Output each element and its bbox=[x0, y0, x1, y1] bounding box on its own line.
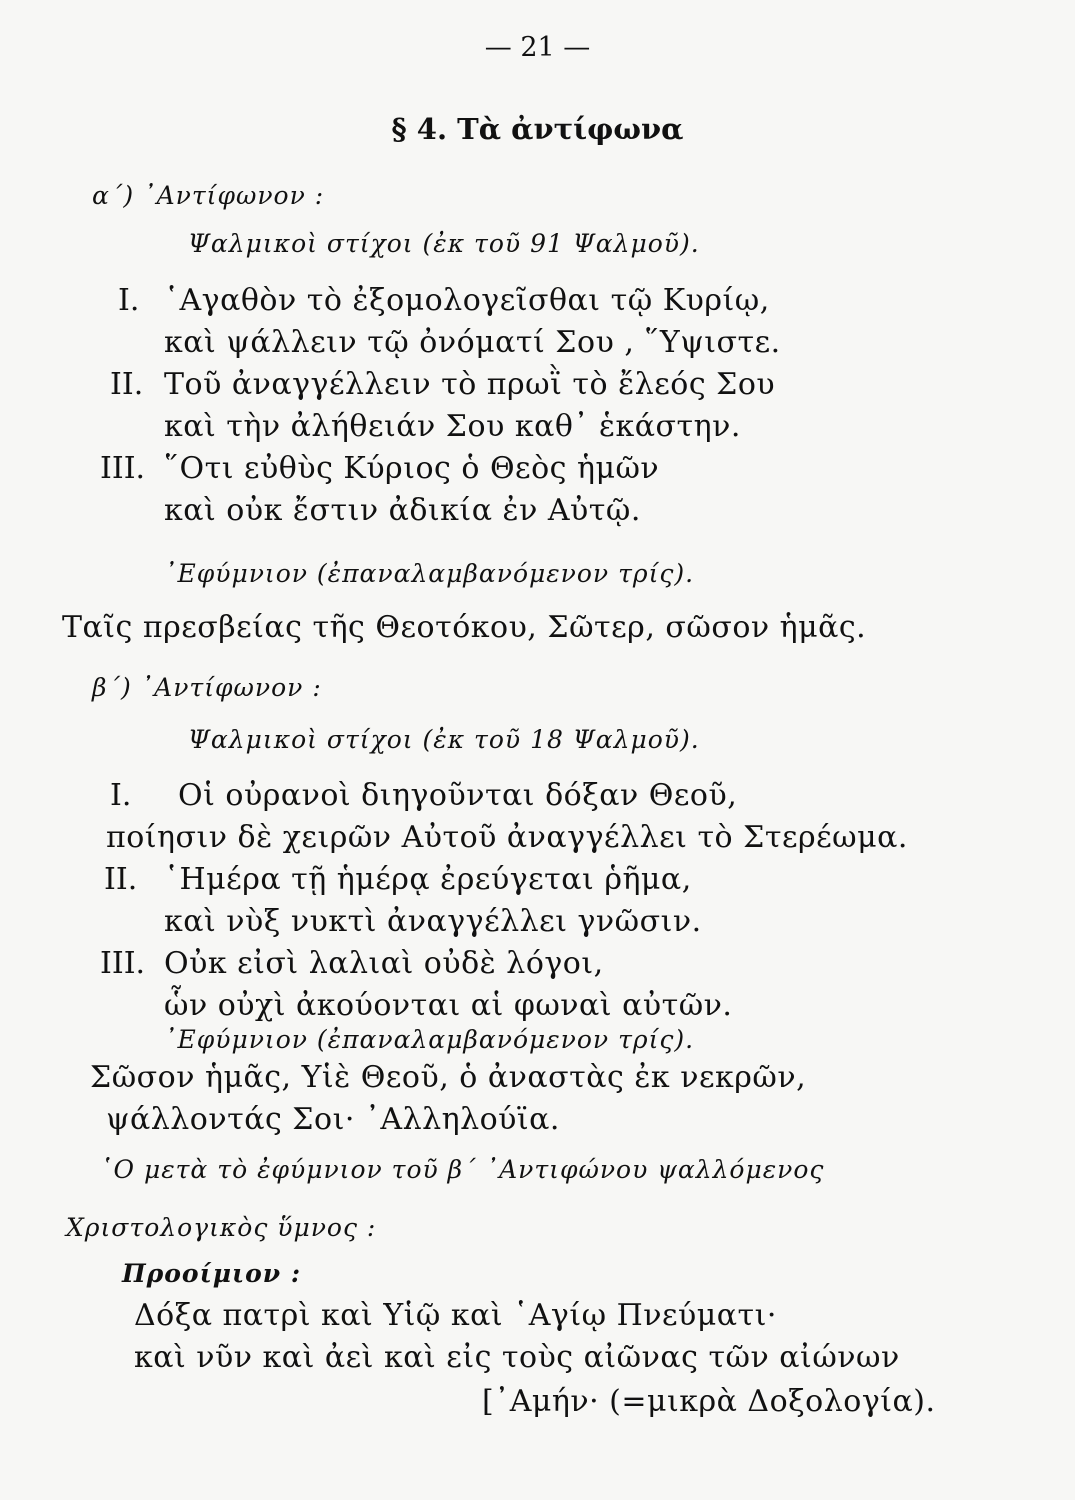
antiphon2-refrain-label: ᾿Εφύμνιον (ἐπαναλαμβανόμενον τρίς). bbox=[164, 1025, 695, 1054]
verse-number: I. bbox=[110, 778, 132, 813]
verse-line: ῞Οτι εὐθὺς Κύριος ὁ Θεὸς ἡμῶν bbox=[164, 451, 660, 486]
antiphon2-refrain: Σῶσον ἡμᾶς, Υἱὲ Θεοῦ, ὁ ἀναστὰς ἐκ νεκρῶν, bbox=[90, 1060, 807, 1095]
verse-line: καὶ νὺξ νυκτὶ ἀναγγέλλει γνῶσιν. bbox=[164, 904, 702, 939]
antiphon1-refrain-label: ᾿Εφύμνιον (ἐπαναλαμβανόμενον τρίς). bbox=[164, 559, 695, 588]
verse-line: ῾Αγαθὸν τὸ ἐξομολογεῖσθαι τῷ Κυρίῳ, bbox=[164, 283, 770, 318]
section-heading: § 4. Τὰ ἀντίφωνα bbox=[391, 112, 684, 146]
verse-line: Τοῦ ἀναγγέλλειν τὸ πρωῒ τὸ ἔλεός Σου bbox=[164, 367, 776, 402]
antiphon2-refrain: ψάλλοντάς Σοι· ᾿Αλληλούϊα. bbox=[106, 1102, 560, 1137]
antiphon1-refrain: Ταῖς πρεσβείας τῆς Θεοτόκου, Σῶτερ, σῶσον ἡμᾶς. bbox=[62, 610, 867, 645]
antiphon1-label: α΄) ᾿Αντίφωνον : bbox=[92, 181, 325, 210]
verse-line: ῾Ημέρα τῇ ἡμέρᾳ ἐρεύγεται ῥῆμα, bbox=[164, 862, 692, 897]
note-line: ῾Ο μετὰ τὸ ἐφύμνιον τοῦ β΄ ᾿Αντιφώνου ψαλλόμενος bbox=[100, 1155, 825, 1184]
verse-line: Οὐκ εἰσὶ λαλιαὶ οὐδὲ λόγοι, bbox=[164, 946, 604, 981]
verse-number: II. bbox=[104, 862, 138, 897]
verse-number: III. bbox=[100, 451, 146, 486]
verse-number: I. bbox=[118, 283, 140, 318]
doxology-line: [᾿Αμήν· (=μικρὰ Δοξολογία). bbox=[482, 1384, 936, 1419]
verse-line: Οἱ οὐρανοὶ διηγοῦνται δόξαν Θεοῦ, bbox=[178, 778, 738, 813]
verse-line: καὶ οὐκ ἔστιν ἀδικία ἐν Αὐτῷ. bbox=[164, 493, 641, 528]
doxology-line: καὶ νῦν καὶ ἀεὶ καὶ εἰς τοὺς αἰῶνας τῶν αἰώνων bbox=[134, 1340, 900, 1375]
antiphon2-label: β΄) ᾿Αντίφωνον : bbox=[92, 673, 322, 702]
antiphon2-subtitle: Ψαλμικοὶ στίχοι (ἐκ τοῦ 18 Ψαλμοῦ). bbox=[188, 725, 700, 754]
verse-line: ποίησιν δὲ χειρῶν Αὐτοῦ ἀναγγέλλει τὸ Στερέωμα. bbox=[106, 820, 908, 855]
verse-line: καὶ ψάλλειν τῷ ὀνόματί Σου , ῞Υψιστε. bbox=[164, 325, 781, 360]
page-number: — 21 — bbox=[484, 32, 591, 63]
hymn-label: Χριστολογικὸς ὕμνος : bbox=[66, 1213, 377, 1242]
verse-number: II. bbox=[110, 367, 144, 402]
verse-number: III. bbox=[100, 946, 146, 981]
verse-line: ὧν οὐχὶ ἀκούονται αἱ φωναὶ αὐτῶν. bbox=[164, 988, 733, 1023]
doxology-line: Δόξα πατρὶ καὶ Υἱῷ καὶ ῾Αγίῳ Πνεύματι· bbox=[134, 1298, 777, 1333]
prooimion-label: Προοίμιον : bbox=[122, 1259, 302, 1288]
antiphon1-subtitle: Ψαλμικοὶ στίχοι (ἐκ τοῦ 91 Ψαλμοῦ). bbox=[188, 229, 700, 258]
verse-line: καὶ τὴν ἀλήθειάν Σου καθ᾿ ἑκάστην. bbox=[164, 409, 741, 444]
